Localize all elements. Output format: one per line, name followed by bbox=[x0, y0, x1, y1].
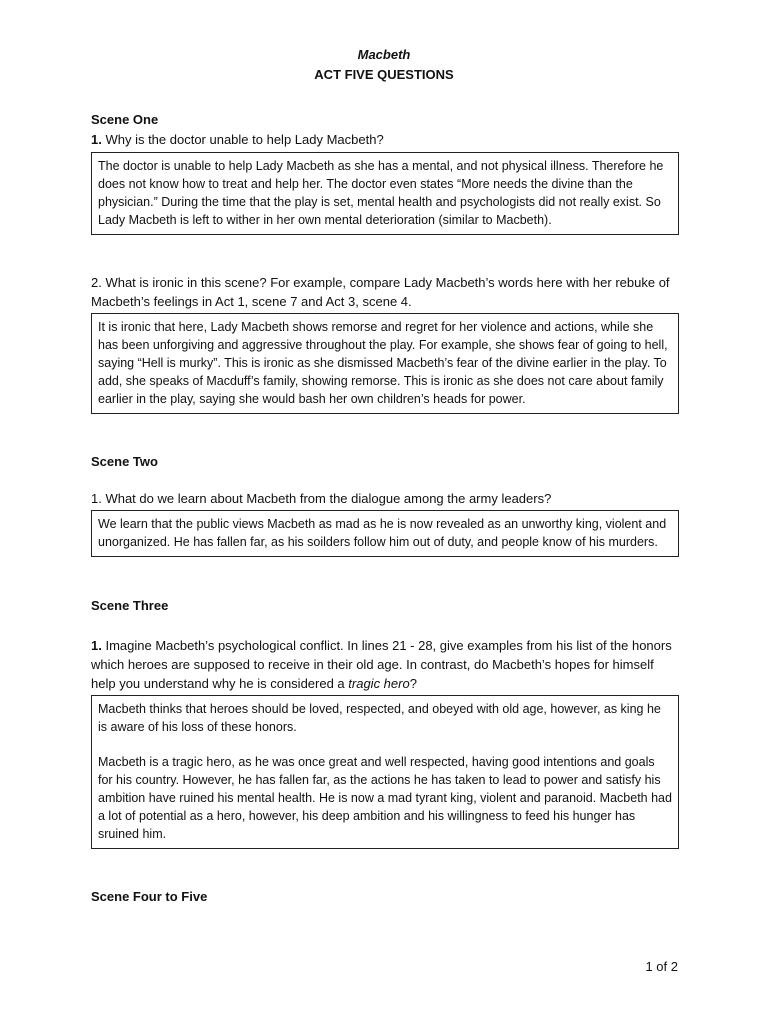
scene-one-answer-1 bbox=[91, 152, 679, 235]
scene-four-five-heading: Scene Four to Five bbox=[91, 889, 208, 904]
question-text: Why is the doctor unable to help Lady Macbeth? bbox=[101, 132, 384, 147]
scene-three-heading: Scene Three bbox=[91, 598, 169, 613]
question-italic-term: tragic hero bbox=[348, 676, 410, 691]
answer-text: It is ironic that here, Lady Macbeth shows remorse and regret for her violence and actions, while she has been unforgiving and aggressive throughout the play. For example, she shows fear of going to hell, saying “Hell is murky”. This is ironic as she dismissed Macbeth’s fear of the divine earlier in the play. To add, she speaks of Macduff’s family, showing remorse. This is ironic as she does not care about family earlier in the play, saying she would bash her own children’s heads for power. bbox=[98, 320, 668, 406]
answer-paragraph-2: Macbeth is a tragic hero, as he was once great and well respected, having good intentions and goals for his country. However, he has fallen far, as the actions he has taken to lead to power and satisfy his ambition have ruined his mental health. He is now a mad tyrant king, violent and paranoid. Macbeth had a lot of potential as a hero, however, his deep ambition and his willingness to feed his hunger has sruined him. bbox=[98, 755, 672, 841]
scene-one-question-2: 2. What is ironic in this scene? For example, compare Lady Macbeth’s words here with her rebuke of Macbeth’s feelings in Act 1, scene 7 and Act 3, scene 4. bbox=[91, 275, 670, 309]
question-number: 1. bbox=[91, 132, 102, 147]
document-title: ACT FIVE QUESTIONS bbox=[314, 67, 454, 82]
scene-one-question-1 bbox=[91, 130, 681, 149]
question-text-end: ? bbox=[409, 676, 417, 691]
answer-text: We learn that the public views Macbeth as mad as he is now revealed as an unworthy king, violent and unorganized. He has fallen far, as his soilders follow him out of duty, and people know of his murders. bbox=[98, 517, 667, 549]
scene-two-question-1: 1. What do we learn about Macbeth from the dialogue among the army leaders? bbox=[91, 491, 552, 506]
question-text: Imagine Macbeth’s psychological conflict. In lines 21 - 28, give examples from his list of the honors which heroes are supposed to receive in their old age. In contrast, do Macbeth’s hopes for himself help you understand why he is considered a bbox=[91, 638, 672, 691]
scene-three-answer-1 bbox=[91, 695, 679, 849]
scene-one-answer-2 bbox=[91, 313, 679, 414]
answer-text: The doctor is unable to help Lady Macbeth as she has a mental, and not physical illness. Therefore he does not know how to treat and help her. The doctor even states “More needs the divine than the physician.” During the time that the play is set, mental health and psychologists did not really exist. So Lady Macbeth is left to wither in her own mental deterioration (similar to Macbeth). bbox=[98, 159, 664, 227]
scene-two-heading: Scene Two bbox=[91, 454, 158, 469]
answer-paragraph-1: Macbeth thinks that heroes should be loved, respected, and obeyed with old age, however, as king he is aware of his loss of these honors. bbox=[98, 702, 661, 734]
scene-one-heading: Scene One bbox=[91, 112, 159, 127]
scene-two-answer-1 bbox=[91, 510, 679, 557]
page-number: 1 of 2 bbox=[645, 959, 678, 974]
scene-three-question-1 bbox=[91, 636, 681, 693]
document-title-italic: Macbeth bbox=[357, 47, 411, 62]
question-number: 1. bbox=[91, 638, 102, 653]
